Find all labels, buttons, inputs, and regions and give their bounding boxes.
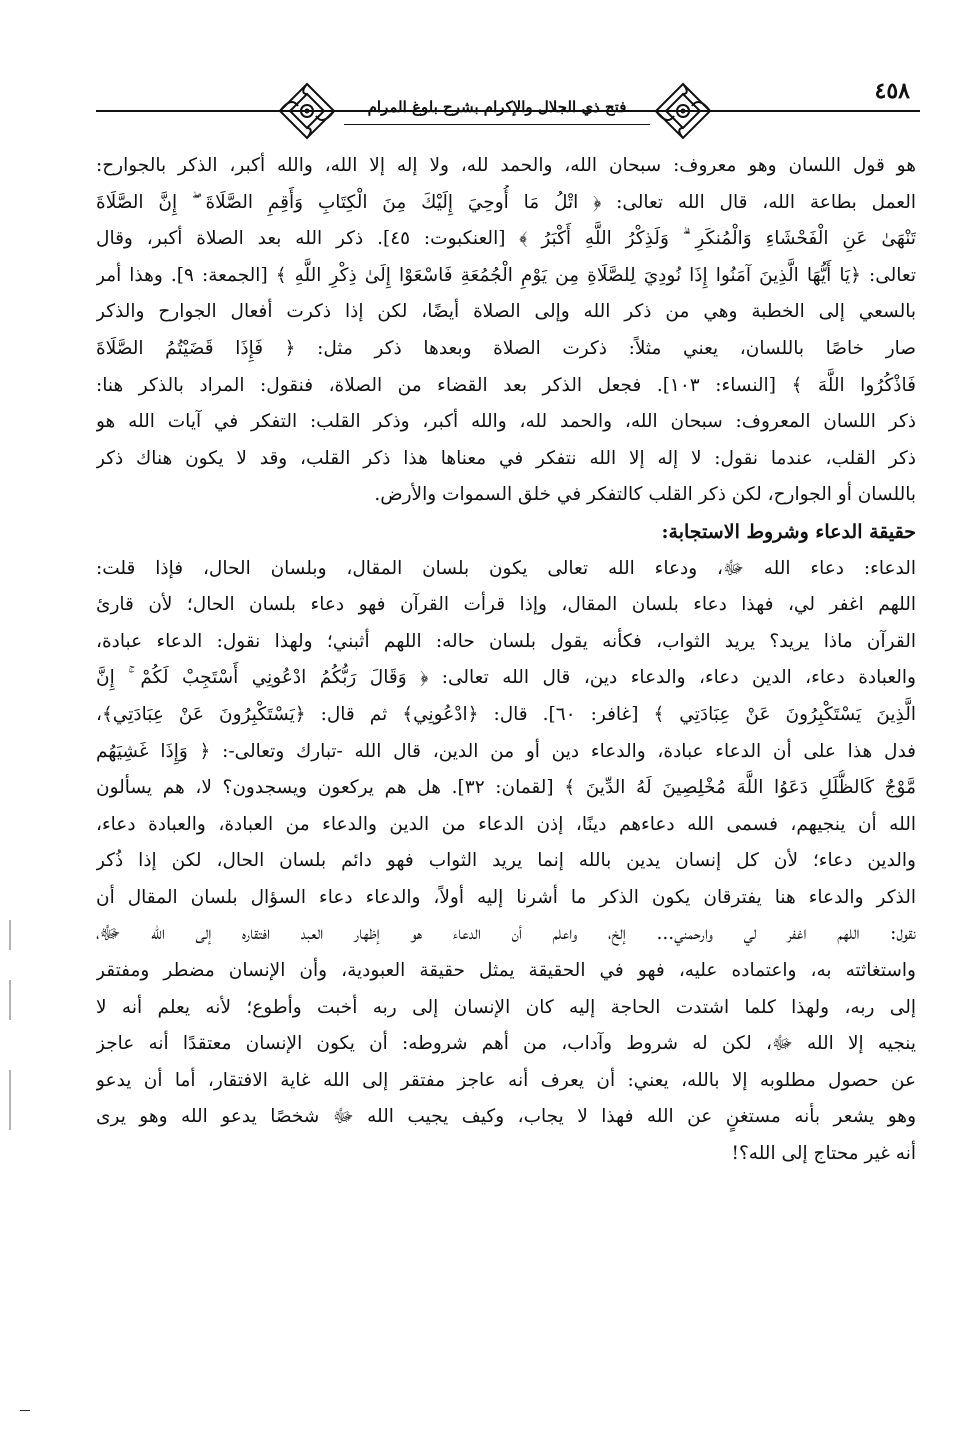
main-text	[96, 148, 916, 1173]
text-line: بالسعي إلى الخطبة وهي من ذكر الله وإلى الصلاة أيضًا، لكن إذا ذكرت أفعال الجوارح والذكر	[96, 301, 916, 323]
text-line: الله أن ينجيهم، فسمى الله دعاءهم دينًا، إذن الدعاء من الدين والدعاء من العبادة، والعبادة دعاء،	[96, 813, 916, 835]
text-line: ذكر القلب، عندما نقول: لا إله إلا الله نتفكر في معناها هذا ذكر القلب، وقد لا يكون هناك ذكر	[96, 447, 916, 469]
text-line: أنه غير محتاج إلى الله؟!	[731, 1143, 916, 1165]
text-line: القرآن ماذا يريد؟ يريد الثواب، فكأنه يقول بلسان حاله: اللهم أثبني؛ ولهذا نقول: الدعاء عبادة،	[96, 630, 916, 652]
text-line: تَنْهَىٰ عَنِ الْفَحْشَاءِ وَالْمُنكَرِ ۗ وَلَذِكْرُ اللَّهِ أَكْبَرُ ﴾ [العنكبوت: ٤٥]. ذكر الله بعد الصلاة أكبر، وقال	[96, 228, 916, 250]
text-line: الَّذِينَ يَسْتَكْبِرُونَ عَنْ عِبَادَتِي ﴾ [غافر: ٦٠]. قال: ﴿ادْعُونِي﴾ ثم قال: ﴿يَسْتَكْبِرُونَ عَنْ عِبَادَتِي﴾،	[96, 703, 916, 725]
scan-margin-marks	[8, 920, 12, 1140]
text-line: تعالى: ﴿يَا أَيُّهَا الَّذِينَ آمَنُوا إِذَا نُودِيَ لِلصَّلَاةِ مِن يَوْمِ الْجُمُعَةِ فَاسْعَوْا إِلَىٰ ذِكْرِ اللَّهِ ﴾ [الجمعة: ٩]. وهذا أمر	[96, 264, 916, 286]
text-line: والدين دعاء؛ لأن كل إنسان يدين بالله إنما يريد الثواب فهو دائم بلسان الحال، لكن إذا ذُكر	[96, 850, 916, 872]
text-line: الدعاء: دعاء الله ﷻ، ودعاء الله تعالى يكون بلسان المقال، وبلسان الحال، فإذا قلت:	[96, 557, 916, 579]
floral-ornament-icon	[274, 80, 340, 142]
page-number: ٤٥٨	[874, 78, 910, 104]
text-line: فدل هذا على أن الدعاء عبادة، والدعاء دين أو من الدين، قال الله -تبارك وتعالى-: ﴿ وَإِذَا غَشِيَهُم	[96, 740, 916, 762]
text-line: هو قول اللسان وهو معروف: سبحان الله، والحمد لله، ولا إله إلا الله، والله أكبر، الذكر بالجوارح:	[96, 155, 916, 176]
text-line: باللسان أو الجوارح، لكن ذكر القلب كالتفكر في خلق السموات والأرض.	[374, 484, 916, 506]
text-line: واستغاثته به، واعتماده عليه، فهو في الحقيقة يمثل حقيقة العبودية، وأن الإنسان مضطر ومفتقر	[96, 960, 916, 982]
text-line: الذكر والدعاء هنا يفترقان يكون الذكر ما أشرنا إليه أولاً، والدعاء دعاء السؤال بلسان المقال أن	[96, 886, 916, 908]
text-line: عن حصول مطلوبه إلا بالله، يعني: أن يعرف أنه عاجز مفتقر إلى الله غاية الافتقار، أما أن يدعو	[96, 1069, 916, 1091]
floral-ornament-icon	[650, 80, 716, 142]
text-line: ينجيه إلا الله ﷻ، لكن له شروط وآداب، من أهم شروطه: أن يكون الإنسان معتقدًا أنه عاجز	[96, 1033, 916, 1055]
text-line: العمل بطاعة الله، قال الله تعالى: ﴿ اتْلُ مَا أُوحِيَ إِلَيْكَ مِنَ الْكِتَابِ وَأَقِمِ الصَّلَاةَ ۖ إِنَّ الصَّلَاةَ	[96, 191, 916, 213]
text-line: وهو يشعر بأنه مستغنٍ عن الله فهذا لا يجاب، وكيف يجيب الله ﷻ شخصًا يدعو الله وهو يرى	[96, 1106, 916, 1128]
page-header	[96, 72, 920, 142]
text-line: ذكر اللسان المعروف: سبحان الله، والحمد لله، والله أكبر، وذكر القلب: التفكر في آيات الله هو	[96, 411, 916, 433]
section-heading: حقيقة الدعاء وشروط الاستجابة:	[661, 520, 916, 543]
text-line: مَّوْجٌ كَالظُّلَلِ دَعَوُا اللَّهَ مُخْلِصِينَ لَهُ الدِّينَ ﴾ [لقمان: ٣٢]. هل هم يركعون ويسجدون؟ لا، هم يسألون	[96, 777, 916, 799]
scan-bottom-mark	[20, 1410, 30, 1411]
title-underline	[344, 124, 650, 125]
text-line: إلى ربه، ولهذا كلما اشتدت الحاجة إليه كان الإنسان إلى ربه أخبت وأطوع؛ لأنه يعلم أنه لا	[96, 996, 916, 1018]
text-line: والعبادة دعاء، الدين دعاء، والدعاء دين، قال الله تعالى: ﴿ وَقَالَ رَبُّكُمُ ادْعُونِي أَسْتَجِبْ لَكُمْ ۚ إِنَّ	[96, 667, 916, 689]
running-title: فتح ذي الجلال والإكرام بشرح بلوغ المرام	[367, 98, 627, 116]
text-line: نقول: اللهم اغفر لي وارحمني... إلخ، واعلم أن الدعاء هو إظهار العبد افتقاره إلى الله ﷻ،	[96, 923, 916, 945]
text-line: صار خاصًا باللسان، يعني مثلاً: ذكرت الصلاة وبعدها ذكر مثل: ﴿ فَإِذَا قَضَيْتُمُ الصَّلَاةَ	[96, 337, 916, 359]
text-line: فَاذْكُرُوا اللَّهَ ﴾ [النساء: ١٠٣]. فجعل الذكر بعد القضاء من الصلاة، فنقول: المراد بالذكر هنا:	[96, 374, 916, 396]
text-line: اللهم اغفر لي، فهذا دعاء بلسان المقال، وإذا قرأت القرآن فهو دعاء بلسان الحال؛ لأن قارئ	[96, 594, 916, 616]
